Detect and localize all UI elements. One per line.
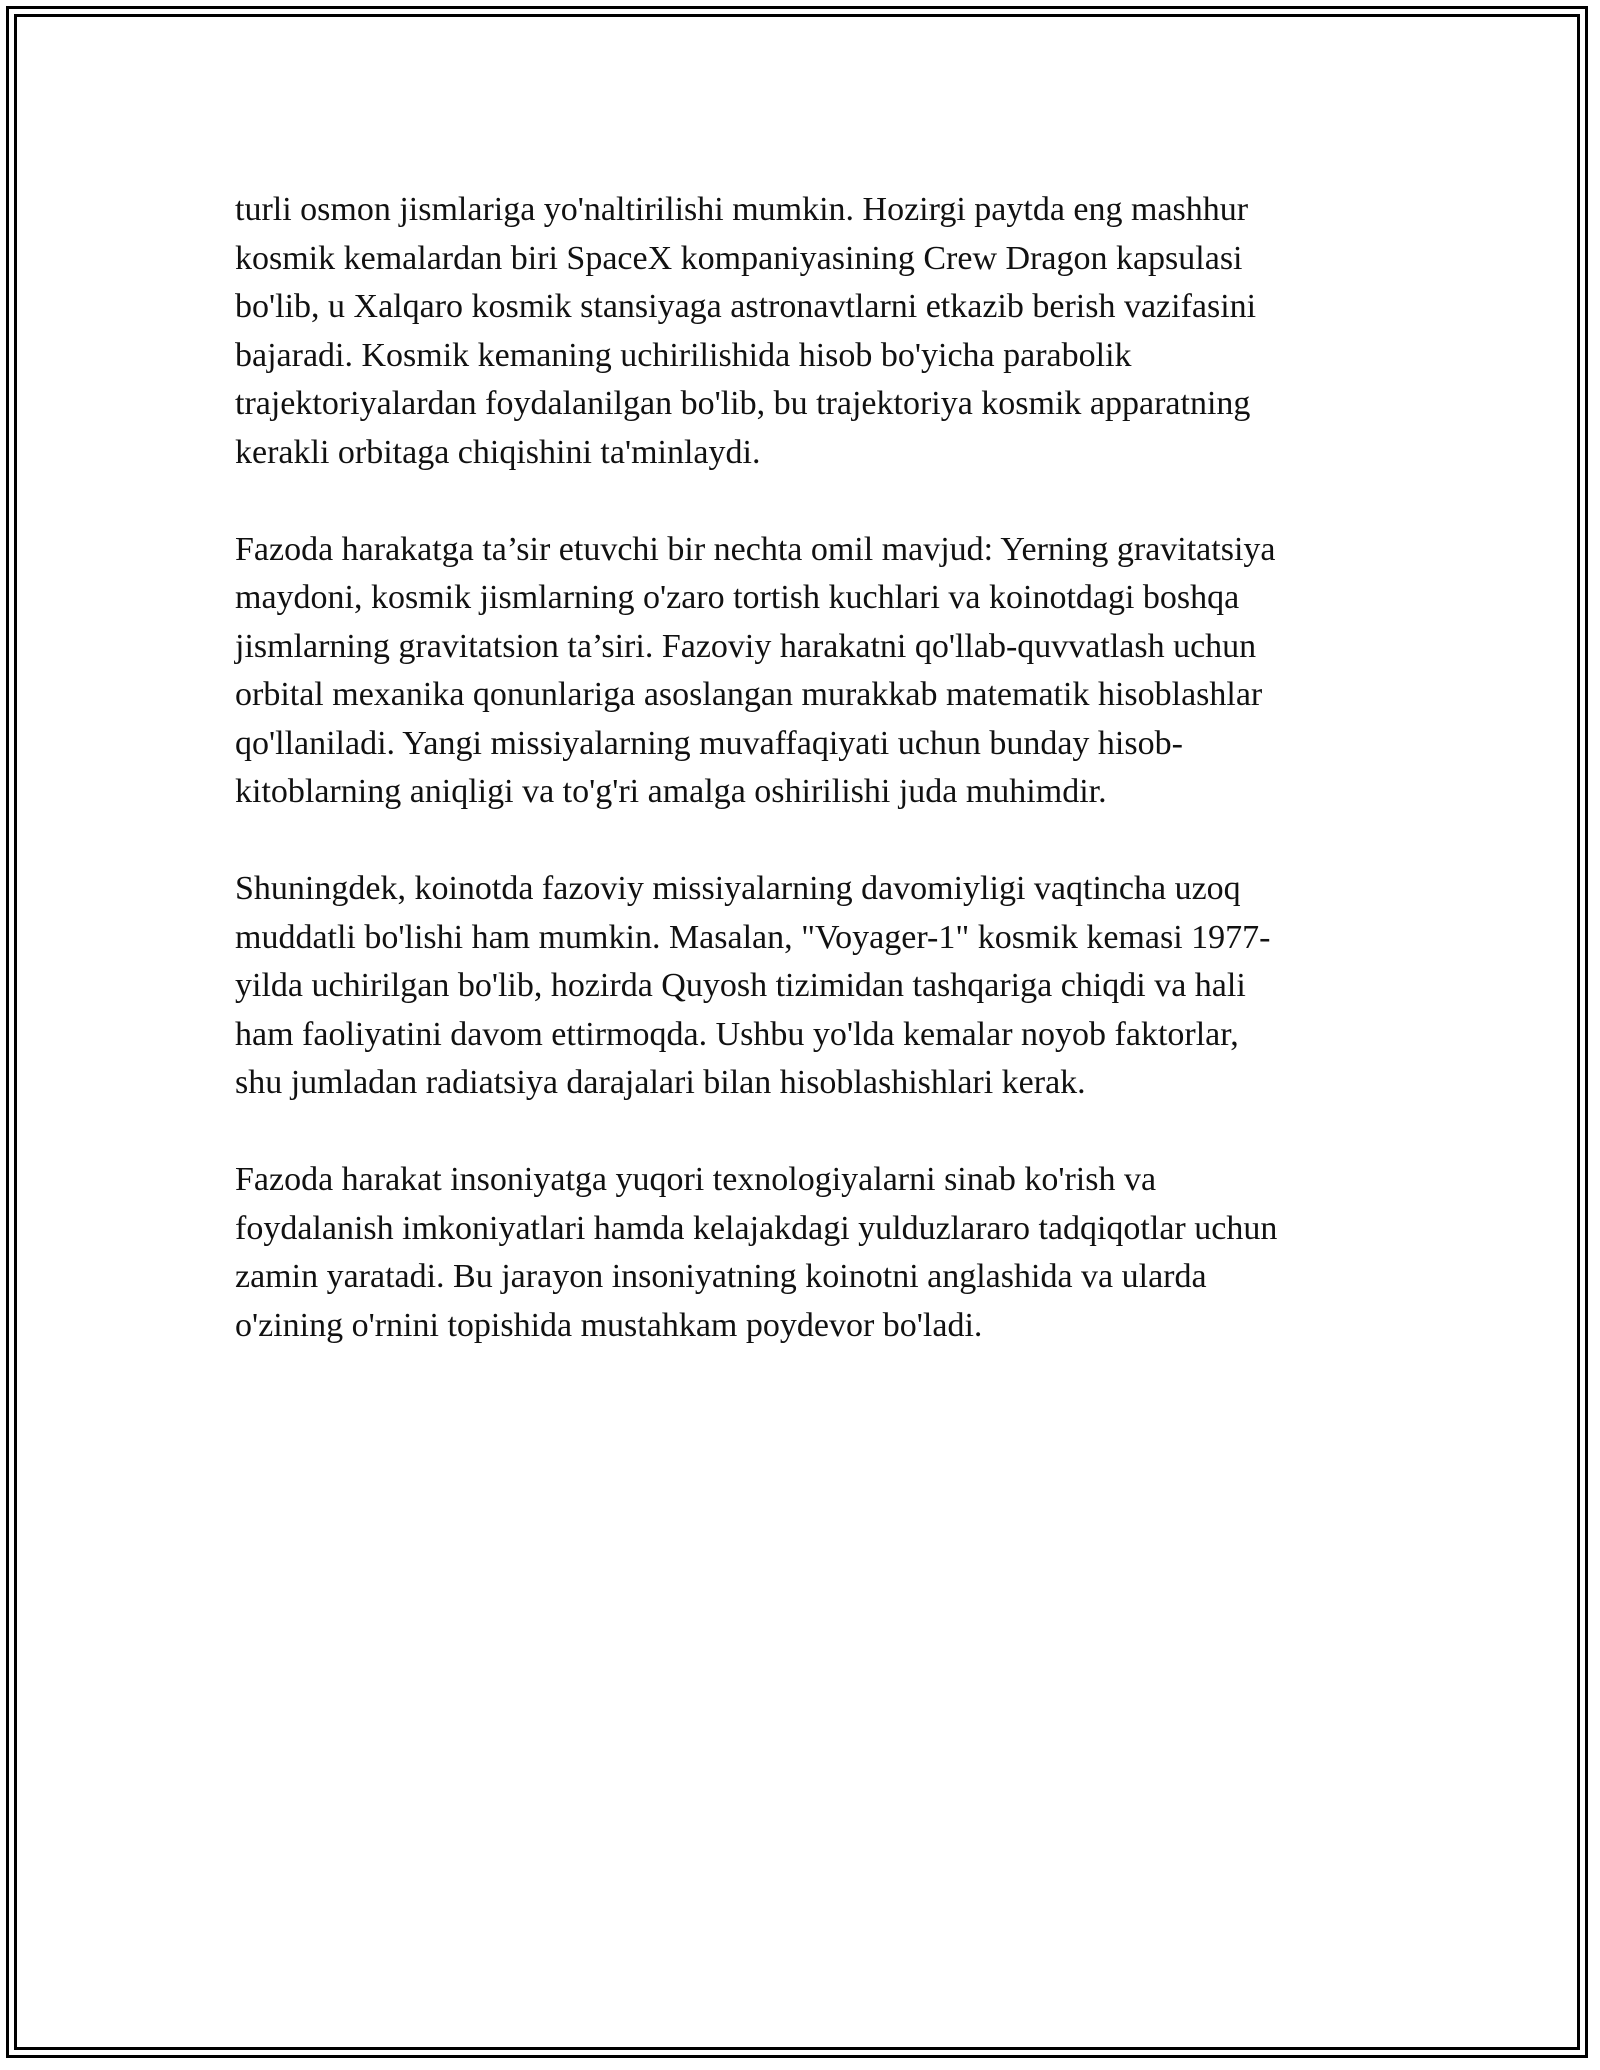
paragraph-2 [235,526,1385,817]
paragraph-3 [235,865,1385,1108]
paragraph-1 [235,186,1385,477]
text-line: kerakli orbitaga chiqishini ta'minlaydi. [235,433,761,471]
text-line: orbital mexanika qonunlariga asoslangan murakkab matematik hisoblashlar [235,676,1263,713]
text-line: Fazoda harakat insoniyatga yuqori texnologiyalarni sinab ko'rish va [235,1161,1157,1198]
text-line: shu jumladan radiatsiya darajalari bilan hisoblashishlari kerak. [235,1064,1086,1101]
text-line: kosmik kemalardan biri SpaceX kompaniyasining Crew Dragon kapsulasi [235,239,1243,277]
text-line: o'zining o'rnini topishida mustahkam poydevor bo'ladi. [235,1306,983,1344]
text-line: zamin yaratadi. Bu jarayon insoniyatning koinotni anglashida va ularda [235,1258,1207,1295]
text-line: foydalanish imkoniyatlari hamda kelajakdagi yulduzlararo tadqiqotlar uchun [235,1209,1278,1247]
text-line: trajektoriyalardan foydalanilgan bo'lib, bu trajektoriya kosmik apparatning [235,385,1251,422]
text-line: Fazoda harakatga ta’sir etuvchi bir nechta omil mavjud: Yerning gravitatsiya [235,530,1276,568]
text-line: bo'lib, u Xalqaro kosmik stansiyaga astronavtlarni etkazib berish vazifasini [235,288,1257,325]
text-line: jismlarning gravitatsion ta’siri. Fazoviy harakatni qo'llab-quvvatlash uchun [235,627,1257,665]
text-line: maydoni, kosmik jismlarning o'zaro tortish kuchlari va koinotdagi boshqa [235,579,1240,616]
text-line: turli osmon jismlariga yo'naltirilishi mumkin. Hozirgi paytda eng mashhur [235,191,1249,228]
text-line: muddatli bo'lishi ham mumkin. Masalan, "Voyager-1" kosmik kemasi 1977- [235,918,1271,956]
text-line: Shuningdek, koinotda fazoviy missiyalarning davomiyligi vaqtincha uzoq [235,870,1241,907]
text-line: qo'llaniladi. Yangi missiyalarning muvaffaqiyati uchun bunday hisob- [235,724,1183,762]
text-line: yilda uchirilgan bo'lib, hozirda Quyosh tizimidan tashqariga chiqdi va hali [235,967,1246,1004]
text-line: bajaradi. Kosmik kemaning uchirilishida hisob bo'yicha parabolik [235,336,1132,374]
document-body [235,186,1385,1399]
text-line: ham faoliyatini davom ettirmoqda. Ushbu yo'lda kemalar noyob faktorlar, [235,1015,1239,1053]
text-line: kitoblarning aniqligi va to'g'ri amalga oshirilishi juda muhimdir. [235,773,1107,810]
paragraph-4 [235,1156,1385,1350]
